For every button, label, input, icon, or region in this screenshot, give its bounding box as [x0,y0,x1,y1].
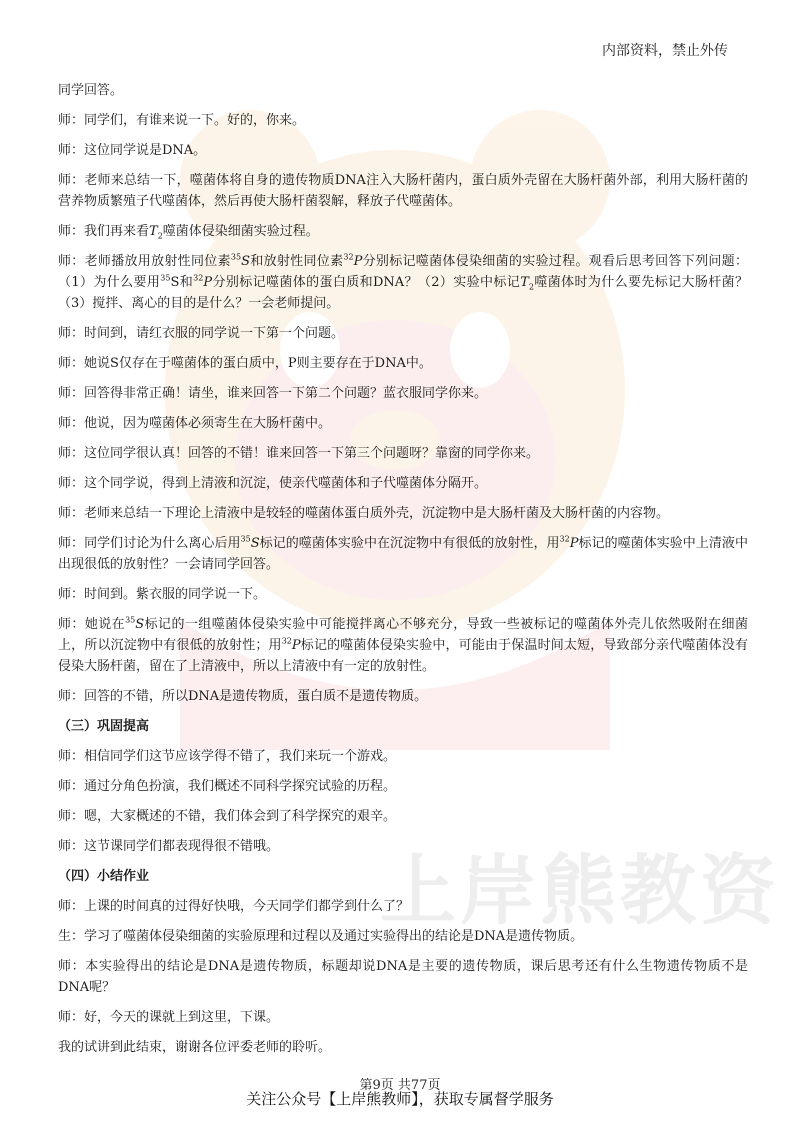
paragraph: 师：好，今天的课就上到这里，下课。 [58,1010,280,1025]
paragraph [58,221,748,242]
isotope-element: S [135,617,145,632]
paragraph: 师：这位同学说是DNA。 [58,143,207,158]
text-run: 和 [179,275,194,290]
paragraph: 师：这节课同学们都表现得很不错哦。 [58,839,280,854]
paragraph: 师：同学们，有谁来说一下。好的，你来。 [58,113,306,128]
paragraph: 师：时间到。紫衣服的同学说一下。 [58,587,267,602]
isotope-mass: 35 [230,252,242,262]
header-note: 内部资料，禁止外传 [602,43,728,59]
paragraph: 师：老师来总结一下，噬菌体将自身的遗传物质DNA注入大肠杆菌内，蛋白质外壳留在大肠杆菌外部，利用大肠杆菌的营养物质繁殖子代噬菌体，然后再使大肠杆菌裂解，释放子代噬菌体。 [58,173,748,209]
isotope-mass: 35 [160,273,171,283]
isotope-element: P [203,275,213,290]
section-heading: （四）小结作业 [58,869,150,884]
footer-promo: 关注公众号【上岸熊教师】，获取专属督学服务 [246,1090,554,1108]
page-number: 第9页 共77页 [359,1078,441,1093]
paragraph: 师：他说，因为噬菌体必须寄生在大肠杆菌中。 [58,416,332,431]
paragraph: 师：时间到，请红衣服的同学说一下第一个问题。 [58,326,345,341]
isotope-element: P [353,254,363,269]
paragraph: 师：上课的时间真的过得好快哦，今天同学们都学到什么了？ [58,899,410,914]
text-run: 标记的噬菌体实验中上清液中出现很低的放射性？一会请同学回答。 [58,536,748,572]
document-body [58,80,748,1067]
isotope-element: P [291,638,301,653]
paragraph: 我的试讲到此结束，谢谢各位评委老师的聆听。 [58,1040,332,1055]
isotope-mass: 32 [559,534,570,544]
isotope-mass: 32 [281,636,292,646]
isotope-mass: 32 [343,252,354,262]
text-run: 师：同学们讨论为什么离心后用 [58,536,241,551]
paragraph: 师：她说S仅存在于噬菌体的蛋白质中，P则主要存在于DNA中。 [58,356,432,371]
paragraph: 师：回答得非常正确！请坐，谁来回答一下第二个问题？蓝衣服同学你来。 [58,386,488,401]
paragraph: 师：回答的不错，所以DNA是遗传物质，蛋白质不是遗传物质。 [58,689,428,704]
phage-symbol: T [149,224,158,239]
paragraph: 师：相信同学们这节应该学得不错了，我们来玩一个游戏。 [58,749,397,764]
text-run: 分别标记噬菌体侵染细菌的实验过程。观看后思考回答下列问题：（1）为什么要用 [58,254,748,290]
paragraph: 师：老师来总结一下理论上清液中是较轻的噬菌体蛋白质外壳，沉淀物中是大肠杆菌及大肠杆菌的内容物。 [58,506,670,521]
text-run: 噬菌体时为什么要先标记大肠杆菌？（3）搅拌、离心的目的是什么？一会老师提问。 [58,275,748,311]
text-run: 师：我们再来看 [58,224,150,239]
text-run: 分别标记噬菌体的蛋白质和DNA？（2）实验中标记 [212,275,521,290]
paragraph [58,614,748,677]
phage-subscript: 2 [157,231,163,241]
isotope-mass: 35 [125,615,136,625]
isotope-mass: 32 [193,273,204,283]
paragraph: 师：这位同学很认真！回答的不错！谁来回答一下第三个问题呀？靠窗的同学你来。 [58,446,540,461]
paragraph: 同学回答。 [58,83,124,98]
text-run: 标记的噬菌体侵染实验中，可能由于保温时间太短，导致部分亲代噬菌体没有侵染大肠杆菌，留在了上清液中，所以上清液中有一定的放射性。 [58,638,748,674]
text-run: 标记的噬菌体实验中在沉淀物中有很低的放射性，用 [259,536,560,551]
paragraph: 生：学习了噬菌体侵染细菌的实验原理和过程以及通过实验得出的结论是DNA是遗传物质。 [58,929,584,944]
paragraph: 师：本实验得出的结论是DNA是遗传物质，标题却说DNA是主要的遗传物质，课后思考还有什么生物遗传物质不是DNA呢？ [58,959,748,995]
paragraph [58,533,748,575]
text-run: 师：老师播放用放射性同位素 [58,254,231,269]
text-run: 标记的一组噬菌体侵染实验中可能搅拌离心不够充分，导致一些被标记的噬菌体外壳儿依然吸附在细菌上，所以沉淀物中有很低的放射性；用 [58,617,748,653]
phage-subscript: 2 [528,282,534,292]
paragraph [58,251,748,314]
text-run: 噬菌体侵染细菌实验过程。 [162,224,319,239]
text-run: 和放射性同位素 [249,254,344,269]
paragraph: 师：嗯，大家概述的不错，我们体会到了科学探究的艰辛。 [58,809,397,824]
isotope-mass: 35 [240,534,251,544]
text-run: 师：她说在 [58,617,126,632]
isotope-element: P [569,536,579,551]
paragraph: 师：通过分角色扮演，我们概述不同科学探究试验的历程。 [58,779,397,794]
paragraph: 师：这个同学说，得到上清液和沉淀，使亲代噬菌体和子代噬菌体分隔开。 [58,476,488,491]
watermark-text: 上岸熊教资 [380,846,780,935]
isotope-element: S [241,254,250,269]
section-heading: （三）巩固提高 [58,719,150,734]
phage-symbol: T [520,275,529,290]
isotope-element: S [250,536,260,551]
isotope-element: S [170,275,180,290]
